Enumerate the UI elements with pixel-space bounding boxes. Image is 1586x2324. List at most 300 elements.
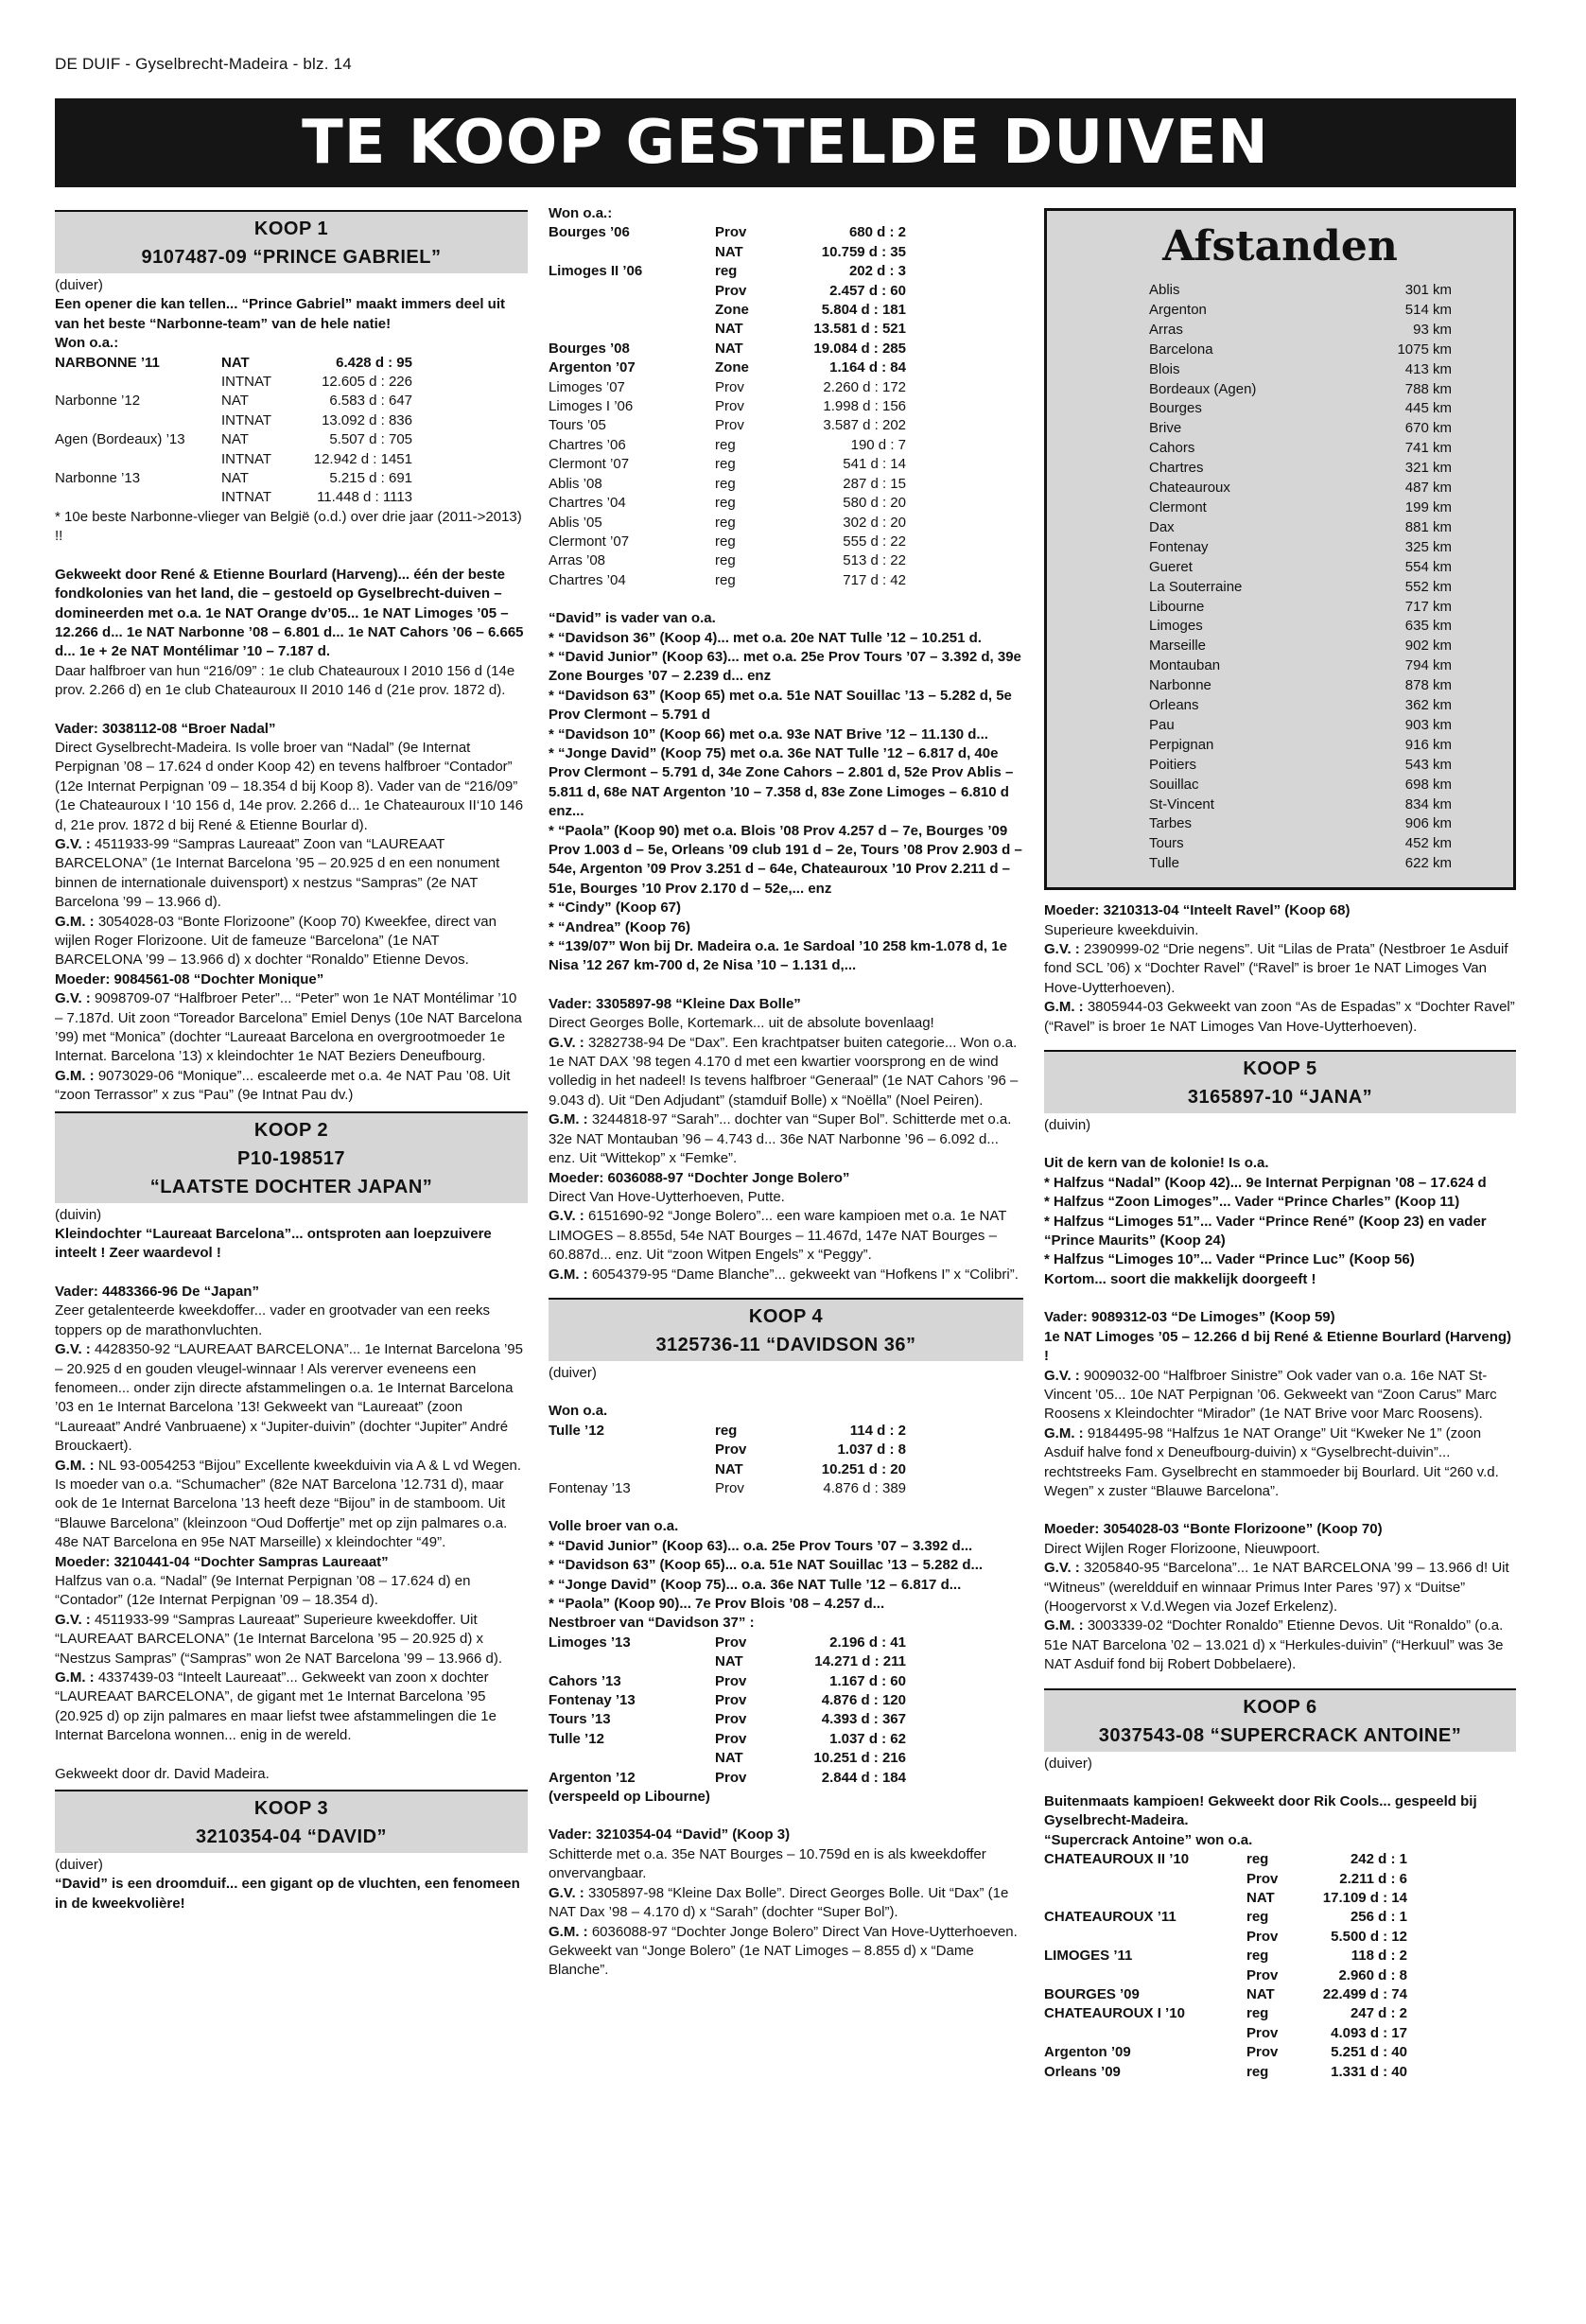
table-cell: Prov	[715, 282, 747, 299]
gm-text: 3054028-03 “Bonte Florizoone” (Koop 70) Kweekfee, direct van wijlen Roger Florizoone. Uit de fameuze “Barcelona” (1e NAT BARCELONA ’99 – 13.966 d) x dochter “Ronaldo” Etienne Devos.	[55, 913, 497, 969]
breeder-note: Daar halfbroer van hun “216/09” : 1e club Chateauroux I 2010 156 d (14e prov. 2.266 d) en 1e club Chateauroux II 2010 146 d (21e prov. 1872 d).	[55, 662, 515, 699]
intro-text: Een opener die kan tellen... “Prince Gabriel” maakt immers deel uit van het beste “Narbonne-team” van de hele natie!	[55, 296, 506, 332]
koop-number: KOOP 6	[1243, 1696, 1317, 1718]
father-label: Vader: 9089312-03 “De Limoges” (Koop 59) 1e NAT Limoges ’05 – 12.266 d bij René & Etienne Bourlard (Harveng) !	[1044, 1309, 1512, 1365]
table-cell: reg	[715, 456, 736, 473]
table-cell: Chateauroux	[1149, 480, 1230, 497]
table-cell: 2.211 d : 6	[1339, 1870, 1407, 1887]
table-cell: Zone	[715, 302, 749, 319]
table-cell: Prov	[715, 417, 744, 434]
koop-number: KOOP 3	[253, 1798, 329, 1820]
table-cell: 14.271 d : 211	[814, 1653, 906, 1670]
koop-number: KOOP 5	[1243, 1058, 1317, 1080]
table-cell: 6.428 d : 95	[336, 354, 412, 371]
koop-name: 3210354-04 “DAVID”	[195, 1826, 388, 1848]
table-cell: reg	[715, 475, 736, 492]
table-cell: INTNAT	[221, 374, 272, 391]
table-cell: Tours	[1149, 835, 1184, 852]
koop-name: 3125736-11 “DAVIDSON 36”	[655, 1334, 916, 1355]
table-cell: 554 km	[1404, 558, 1452, 575]
table-cell: Tours ’05	[549, 417, 606, 434]
table-cell: 2.196 d : 41	[829, 1634, 906, 1651]
table-cell: NARBONNE ’11	[55, 354, 160, 371]
table-cell: NAT	[1246, 1986, 1275, 2003]
table-cell	[55, 488, 221, 507]
table-cell: 902 km	[1404, 638, 1452, 655]
table-cell: Barcelona	[1149, 341, 1213, 358]
nest-results-table	[549, 1634, 1023, 1788]
table-cell: Ablis ’08	[549, 475, 602, 492]
table-cell: Bordeaux (Agen)	[1149, 380, 1257, 397]
table-cell: Narbonne ’13	[55, 470, 141, 487]
koop-number: KOOP 1	[253, 218, 329, 239]
table-cell: 2.260 d : 172	[823, 378, 906, 395]
table-cell: 10.759 d : 35	[821, 243, 906, 260]
table-cell: 287 d : 15	[843, 475, 906, 492]
mother-label: Moeder: 3210441-04 “Dochter Sampras Laureaat”	[55, 1553, 389, 1570]
gv-label: G.V. :	[55, 1341, 91, 1358]
table-cell: 6.583 d : 647	[329, 393, 412, 410]
table-cell	[549, 301, 715, 320]
table-cell: Limoges	[1149, 618, 1203, 635]
table-cell: 5.251 d : 40	[1331, 2044, 1407, 2061]
father-label: Vader: 4483366-96 De “Japan”	[55, 1283, 259, 1300]
table-cell: 2.844 d : 184	[821, 1769, 906, 1786]
table-cell: NAT	[715, 1653, 743, 1670]
mother-label: Moeder: 6036088-97 “Dochter Jonge Bolero”	[549, 1169, 850, 1186]
table-cell: 717 km	[1404, 598, 1452, 615]
table-cell: BOURGES ’09	[1044, 1986, 1140, 2003]
gm-text: 3805944-03 Gekweekt van zoon “As de Espadas” x “Dochter Ravel” (“Ravel” is broer 1e NAT Limoges Van Hove-Uytterhoeven).	[1044, 999, 1515, 1035]
gm-label: G.M. :	[1044, 999, 1084, 1016]
table-cell	[1044, 1889, 1246, 1908]
gm-text: NL 93-0054253 “Bijou” Excellente kweekduivin via A & L vd Wegen. Is moeder van o.a. “Schumacher” (82e NAT Barcelona ’12.731 d), maar ook de 1e Internat Barcelona ’13 heeft deze “Bijou” in de stamboom. Uit “Blauwe Barcelona” (kleinzoon “Oud Doffertje” met op zijn palmares o.a. 48e NAT Barcelona en 95e NAT Marseille) x kleindochter “49”.	[55, 1457, 522, 1551]
table-cell: reg	[1246, 1851, 1269, 1868]
table-cell: 5.215 d : 691	[329, 470, 412, 487]
koop-2-header	[55, 1111, 528, 1203]
table-cell: Prov	[1246, 2044, 1279, 2061]
sex-label: (duiver)	[549, 1364, 597, 1381]
gm-paragraph	[549, 1266, 1023, 1284]
table-cell: Poitiers	[1149, 756, 1197, 773]
column-3	[1044, 204, 1516, 2082]
table-cell: 321 km	[1404, 460, 1452, 477]
gv-text: 3282738-94 De “Dax”. Een krachtpatser buiten categorie... Won o.a. 1e NAT DAX ’98 tegen 4.170 d met een kwartier voorsprong en de wind volledig in het nadeel! Is tevens halfbroer “Generaal” (1e NAT Cahors ’96 – 9.043 d). Uit “Den Adjudant” (stamduif Bolle) x “Noëlla” (Noel Peiren).	[549, 1034, 1019, 1109]
table-cell: Dax	[1149, 518, 1175, 535]
table-cell: 93 km	[1413, 321, 1452, 338]
table-cell: 4.093 d : 17	[1331, 2024, 1407, 2041]
mother-label: Moeder: 3054028-03 “Bonte Florizoone” (Koop 70)	[1044, 1521, 1383, 1538]
table-cell: Orleans	[1149, 697, 1199, 714]
note-text: * 10e beste Narbonne-vlieger van België (o.d.) over drie jaar (2011->2013) !!	[55, 508, 522, 545]
gm-label: G.M. :	[55, 913, 95, 930]
table-cell: 12.605 d : 226	[322, 374, 412, 391]
father-label: Vader: 3038112-08 “Broer Nadal”	[55, 720, 276, 737]
table-cell: 4.393 d : 367	[821, 1711, 906, 1728]
table-cell: Prov	[715, 1634, 747, 1651]
table-cell: Prov	[1246, 1870, 1279, 1887]
table-cell: 741 km	[1404, 440, 1452, 457]
mother-label: Moeder: 3210313-04 “Inteelt Ravel” (Koop 68)	[1044, 902, 1351, 919]
page-title: TE KOOP GESTELDE DUIVEN	[302, 108, 1269, 178]
table-cell: CHATEAUROUX I ’10	[1044, 2005, 1185, 2022]
koop-6-header	[1044, 1688, 1516, 1752]
table-cell: 413 km	[1404, 360, 1452, 377]
father-text: Schitterde met o.a. 35e NAT Bourges – 10.759d en is als kweekdoffer onvervangbaar.	[549, 1845, 986, 1882]
gm-paragraph	[55, 1067, 528, 1106]
gm-paragraph	[1044, 1616, 1516, 1674]
gm-text: 6054379-95 “Dame Blanche”... gekweekt van “Hofkens I” x “Colibri”.	[591, 1266, 1019, 1283]
table-cell: 680 d : 2	[848, 224, 906, 241]
table-cell: Arras	[1149, 321, 1183, 338]
table-cell	[1044, 1870, 1246, 1889]
gv-paragraph	[1044, 940, 1516, 998]
table-cell: St-Vincent	[1149, 795, 1214, 813]
table-cell: Libourne	[1149, 598, 1205, 615]
table-cell: 10.251 d : 216	[813, 1750, 906, 1767]
gv-paragraph	[549, 1034, 1023, 1111]
siblings-label: Volle broer van o.a.	[549, 1518, 679, 1535]
table-cell: INTNAT	[221, 450, 272, 467]
table-cell	[549, 1652, 715, 1671]
table-cell: Tulle ’12	[549, 1730, 604, 1747]
table-cell: Prov	[715, 1442, 747, 1459]
father-label: Vader: 3305897-98 “Kleine Dax Bolle”	[549, 995, 801, 1012]
table-cell: Prov	[715, 398, 744, 415]
table-cell: 1.331 d : 40	[1331, 2063, 1407, 2080]
results-table	[549, 223, 1023, 590]
gm-label: G.M. :	[55, 1669, 95, 1686]
koop-3-header	[55, 1790, 528, 1853]
gm-text: 4337439-03 “Inteelt Laureaat”... Gekweekt van zoon x dochter “LAUREAAT BARCELONA”, de gigant met 1e Internat Barcelona ’95 (20.925 d) op zijn palmares en maar liefst twee afstammelingen die 1e Internat Barcelona wonnen... enig in de wereld.	[55, 1669, 497, 1744]
gm-label: G.M. :	[55, 1457, 95, 1474]
intro-text: Uit de kern van de kolonie! Is o.a. * Halfzus “Nadal” (Koop 42)... 9e Internat Perpignan ’08 – 17.624 d * Halfzus “Zoon Limoges”... Vader “Prince Charles” (Koop 11) * Halfzus “Limoges 51”... Vader “Prince René” (Koop 23) en vader “Prince Maurits” (Koop 24) * Halfzus “Limoges 10”... Vader “Prince Luc” (Koop 56) Kortom... soort die makkelijk doorgeeft !	[1044, 1155, 1487, 1287]
table-cell: Prov	[715, 1769, 747, 1786]
won-label: Won o.a.:	[55, 335, 119, 352]
gm-label: G.M. :	[549, 1111, 588, 1128]
table-cell: 916 km	[1404, 736, 1452, 753]
table-cell: CHATEAUROUX II ’10	[1044, 1851, 1190, 1868]
table-cell: NAT	[221, 393, 249, 410]
table-cell: 622 km	[1404, 855, 1452, 872]
results-table	[1044, 1850, 1516, 2082]
table-cell	[549, 320, 715, 339]
table-cell: Fontenay	[1149, 538, 1209, 555]
table-cell: Prov	[715, 224, 747, 241]
sex-label: (duiver)	[1044, 1755, 1092, 1772]
table-cell: Prov	[715, 1692, 747, 1709]
table-cell: NAT	[715, 1750, 743, 1767]
gv-label: G.V. :	[1044, 941, 1080, 957]
table-cell: 3.587 d : 202	[823, 417, 906, 434]
table-cell: 487 km	[1404, 480, 1452, 497]
distances-table	[1149, 281, 1502, 874]
table-cell: Prov	[715, 378, 744, 395]
table-cell: Prov	[1246, 2024, 1279, 2041]
table-cell: Clermont	[1149, 498, 1207, 515]
table-cell: Chartres ’06	[549, 436, 626, 453]
table-cell: Blois	[1149, 360, 1180, 377]
table-cell: 552 km	[1404, 578, 1452, 595]
table-cell: 445 km	[1404, 400, 1452, 417]
table-cell: 513 d : 22	[843, 552, 906, 569]
table-cell	[549, 1460, 715, 1479]
gv-paragraph	[549, 1884, 1023, 1923]
lost-note: (verspeeld op Libourne)	[549, 1789, 710, 1806]
table-cell: 2.960 d : 8	[1338, 1966, 1407, 1983]
table-cell: Prov	[715, 1711, 747, 1728]
gm-text: 9184495-98 “Halfzus 1e NAT Orange” Uit “Kweker Ne 1” (zoon Asduif halve fond x Deneufbourg-duivin) x “Gyselbrecht-duivin”... rechtstreeks Fam. Gyselbrecht en stammoeder bij Bourlard. Uit “260 v.d. Wegen” x zuster “Blauwe Barcelona”.	[1044, 1424, 1499, 1499]
table-cell: 19.084 d : 285	[813, 340, 906, 357]
koop-number: KOOP 4	[748, 1305, 824, 1327]
gm-paragraph	[1044, 1424, 1516, 1502]
gm-paragraph	[55, 913, 528, 970]
table-cell: 881 km	[1404, 518, 1452, 535]
intro-text: Kleindochter “Laureaat Barcelona”... ontsproten aan loepzuivere inteelt ! Zeer waardevol !	[55, 1226, 492, 1262]
koop-number: KOOP 2	[253, 1119, 329, 1141]
table-cell	[549, 282, 715, 301]
table-cell: reg	[1246, 2005, 1269, 2022]
table-cell: NAT	[1246, 1890, 1275, 1907]
gm-label: G.M. :	[55, 1067, 95, 1084]
table-cell: 4.876 d : 389	[823, 1479, 906, 1496]
gm-label: G.M. :	[1044, 1424, 1084, 1442]
mother-text: Direct Wijlen Roger Florizoone, Nieuwpoort.	[1044, 1540, 1320, 1557]
breeder-text: Gekweekt door dr. David Madeira.	[55, 1765, 270, 1782]
breeder-text: Gekweekt door René & Etienne Bourlard (Harveng)... één der beste fondkolonies van het land, die – gestoeld op Gyselbrecht-duiven – domineerden met o.a. 1e NAT Orange dv’05... 1e NAT Limoges ’05 – 12.266 d... 1e NAT Narbonne ’08 – 6.801 d... 1e NAT Cahors ’06 – 6.665 d... 1e + 2e NAT Montélimar ’10 – 7.187 d.	[55, 566, 524, 660]
father-label: Vader: 3210354-04 “David” (Koop 3)	[549, 1826, 791, 1843]
table-cell	[1044, 2024, 1246, 2043]
mother-text: Direct Van Hove-Uytterhoeven, Putte.	[549, 1188, 785, 1205]
won-label: Won o.a.:	[549, 205, 613, 221]
gm-text: 9073029-06 “Monique”... escaleerde met o.a. 4e NAT Pau ’08. Uit “zoon Terrassor” x zus “Pau” (9e Intnat Pau dv.)	[55, 1067, 511, 1104]
gv-text: 4428350-92 “LAUREAAT BARCELONA”... 1e Internat Barcelona ’95 – 20.925 d en gouden vleugel-winnaar ! Als vererver eveneens een fenomeen... onder zijn directe afstammelingen o.a. 1e Internat Barcelona ’03 en 1e Internat Barcelona ’13! Gekweekt van “Laureaat” (zoon “Laureaat” André Vanbruaene) x “Jupiter-duivin” (dochter “Jupiter” André Brouckaert).	[55, 1341, 523, 1455]
table-cell: NAT	[715, 1460, 743, 1477]
table-cell: reg	[715, 571, 736, 588]
koop-name: “LAATSTE DOCHTER JAPAN”	[149, 1176, 433, 1197]
table-cell: 118 d : 2	[1351, 1948, 1407, 1965]
table-cell: Prov	[715, 1730, 747, 1747]
table-cell: reg	[715, 495, 736, 512]
table-cell: 580 d : 20	[843, 495, 906, 512]
gm-text: 6036088-97 “Dochter Jonge Bolero” Direct Van Hove-Uytterhoeven. Gekweekt van “Jonge Bolero” (1e NAT Limoges – 8.855 d) x “Dame Blanche”.	[549, 1923, 1018, 1979]
table-cell: reg	[715, 552, 736, 569]
table-cell: reg	[715, 1422, 738, 1439]
table-cell: Arras ’08	[549, 552, 606, 569]
gv-paragraph	[1044, 1559, 1516, 1616]
gm-paragraph	[55, 1457, 528, 1553]
gv-label: G.V. :	[549, 1884, 584, 1901]
table-cell: 1.037 d : 8	[837, 1442, 906, 1459]
table-cell: Perpignan	[1149, 736, 1214, 753]
table-cell: 1.037 d : 62	[829, 1730, 906, 1747]
table-cell: Prov	[1246, 1966, 1279, 1983]
gm-label: G.M. :	[549, 1266, 588, 1283]
table-cell: 794 km	[1404, 657, 1452, 674]
running-head: DE DUIF - Gyselbrecht-Madeira - blz. 14	[55, 55, 352, 73]
table-cell: Cahors ’13	[549, 1672, 621, 1689]
gv-paragraph	[549, 1207, 1023, 1265]
table-cell: Pau	[1149, 716, 1175, 733]
table-cell: Argenton ’12	[549, 1769, 636, 1786]
table-cell: Prov	[1246, 1928, 1279, 1945]
table-cell: NAT	[221, 431, 249, 448]
koop-5-header	[1044, 1050, 1516, 1113]
table-cell: Argenton	[1149, 301, 1207, 318]
table-cell: Limoges ’13	[549, 1634, 631, 1651]
table-cell: 247 d : 2	[1350, 2005, 1407, 2022]
table-cell: Prov	[715, 1672, 747, 1689]
distances-title: Afstanden	[1162, 222, 1398, 271]
table-cell: 199 km	[1404, 498, 1452, 515]
table-cell: reg	[1246, 1909, 1269, 1926]
nest-label: Nestbroer van “Davidson 37” :	[549, 1615, 755, 1632]
table-cell: NAT	[715, 340, 743, 357]
table-cell: Argenton ’07	[549, 359, 636, 376]
table-cell: 10.251 d : 20	[821, 1460, 906, 1477]
offspring-label: “David” is vader van o.a.	[549, 610, 716, 627]
table-cell: reg	[1246, 1948, 1269, 1965]
table-cell: reg	[715, 263, 738, 280]
table-cell: 12.942 d : 1451	[313, 450, 412, 467]
table-cell: Agen (Bordeaux) ’13	[55, 431, 185, 448]
table-cell: 301 km	[1404, 282, 1452, 298]
table-cell: 362 km	[1404, 697, 1452, 714]
table-cell: Montauban	[1149, 657, 1221, 674]
mother-text: Halfzus van o.a. “Nadal” (9e Internat Perpignan ’08 – 17.624 d) en “Contador” (12e Internat Perpignan ’09 – 18.354 d).	[55, 1572, 471, 1609]
table-cell: 452 km	[1404, 835, 1452, 852]
father-text: Direct Gyselbrecht-Madeira. Is volle broer van “Nadal” (9e Internat Perpignan ’08 – 17.624 d onder Koop 42) en tevens halfbroer “Contador” (12e Internat Perpignan ’09 – 18.354 d bij Koop 8). Vader van de “216/09” (1e Chateauroux I ‘10 156 d, 14e prov. 2.266 d... 1e Chateauroux II‘10 146 d, 21e prov. 1872 d bij René & Etienne Bourlar d).	[55, 739, 524, 833]
gm-text: 3003339-02 “Dochter Ronaldo” Etienne Devos. Uit “Ronaldo” (o.a. 51e NAT Barcelona ’02 – 13.021 d) x “Herkules-duivin” (“Herkuul” was 3e NAT Asduif fond bij Robert Dobbelaere).	[1044, 1617, 1504, 1673]
table-cell: Limoges I ’06	[549, 398, 634, 415]
table-cell: Gueret	[1149, 558, 1193, 575]
table-cell: La Souterraine	[1149, 578, 1243, 595]
table-cell: 1.164 d : 84	[829, 359, 906, 376]
table-cell: 834 km	[1404, 795, 1452, 813]
table-cell	[55, 411, 221, 430]
offspring-list: * “Davidson 36” (Koop 4)... met o.a. 20e NAT Tulle ’12 – 10.251 d. * “David Junior” (Koop 63)... met o.a. 25e Prov Tours ’07 – 3.392 d, 39e Zone Bourges ’07 – 2.239 d... enz * “Davidson 63” (Koop 65) met o.a. 51e NAT Souillac ’13 – 5.282 d, 5e Prov Clermont – 5.791 d * “Davidson 10” (Koop 66) met o.a. 93e NAT Brive ’12 – 11.130 d... * “Jonge David” (Koop 75) met o.a. 36e NAT Tulle ’12 – 6.817 d, 40e Prov Clermont – 5.791 d, 34e Zone Cahors – 2.801 d, 52e Prov Ablis – 5.811 d, 68e NAT Argenton ’10 – 7.358 d, 83e Zone Limoges – 6.810 d enz... * “Paola” (Koop 90) met o.a. Blois ’08 Prov 4.257 d – 7e, Bourges ’09 Prov 1.003 d – 5e, Orleans ’09 club 191 d – 2e, Tours ’08 Prov 2.903 d – 54e, Argenton ’09 Prov 3.251 d – 64e, Chateauroux ’10 Prov 2.211 d – 51e, Bourges ’10 Prov 2.170 d – 52e,... enz * “Cindy” (Koop 67) * “Andrea” (Koop 76) * “139/07” Won bij Dr. Madeira o.a. 1e Sardoal ’10 258 km-1.078 d, 1e Nisa ’12 267 km-700 d, 2e Nisa ’10 – 1.131 d,...	[549, 629, 1022, 974]
sex-label: (duivin)	[55, 1206, 102, 1223]
title-banner	[55, 98, 1516, 187]
gv-text: 2390999-02 “Drie negens”. Uit “Lilas de Prata” (Nestbroer 1e Asduif fond SCL ’06) x “Dochter Ravel” (“Ravel” is broer 1e NAT Limoges Van Hove-Uytterhoeven).	[1044, 941, 1508, 996]
table-cell	[549, 1441, 715, 1459]
table-cell: Ablis	[1149, 282, 1180, 298]
table-cell: 256 d : 1	[1350, 1909, 1407, 1926]
father-text: Direct Georges Bolle, Kortemark... uit de absolute bovenlaag!	[549, 1015, 934, 1032]
table-cell	[1044, 1928, 1246, 1947]
table-cell: 555 d : 22	[843, 533, 906, 550]
column-1	[55, 204, 528, 1913]
table-cell: Tulle ’12	[549, 1422, 604, 1439]
gm-paragraph	[1044, 998, 1516, 1037]
column-2	[549, 204, 1023, 1981]
table-cell: 903 km	[1404, 716, 1452, 733]
mother-label: Moeder: 9084561-08 “Dochter Monique”	[55, 970, 324, 987]
koop-name: 3165897-10 “JANA”	[1187, 1087, 1373, 1109]
gv-text: 9009032-00 “Halfbroer Sinistre” Ook vader van o.a. 16e NAT St-Vincent ’05... 10e NAT Perpignan ’06. Gekweekt van “Zoon Carus” Marc Roosens x Kleindochter “Mirador” (1e NAT Brive voor Marc Roosens).	[1044, 1367, 1497, 1423]
table-cell: Clermont ’07	[549, 533, 630, 550]
table-cell: NAT	[221, 354, 250, 371]
table-cell: Ablis ’05	[549, 514, 602, 531]
gv-label: G.V. :	[549, 1034, 584, 1051]
table-cell: 698 km	[1404, 776, 1452, 793]
gv-text: 3205840-95 “Barcelona”... 1e NAT BARCELONA ’99 – 13.966 d! Uit “Witneus” (wereldduif en winnaar Primus Inter Pares ’97) x “Duitse” (Hoogervorst x V.d.Wegen via Jozef Erkelenz).	[1044, 1560, 1509, 1615]
table-cell: Clermont ’07	[549, 456, 630, 473]
intro-text: “David” is een droomduif... een gigant op de vluchten, een fenomeen in de kweekvolière!	[55, 1876, 520, 1912]
table-cell: Tulle	[1149, 855, 1179, 872]
gv-text: 4511933-99 “Sampras Laureaat” Zoon van “LAUREAAT BARCELONA” (1e Internat Barcelona ’95 – 20.925 d en een nonument binnen de internationale duivensport) x nestzus “Sampras” (2e NAT Barcelona ’99 – 13.966 d).	[55, 835, 500, 911]
gv-text: 4511933-99 “Sampras Laureaat” Superieure kweekdoffer. Uit “LAUREAAT BARCELONA” (1e Internat Barcelona ’95 – 20.925 d) x “Nestzus Sampras” (“Sampras” won 2e NAT Barcelona ’99 – 13.966 d).	[55, 1611, 502, 1667]
table-cell	[549, 243, 715, 262]
gv-paragraph	[55, 1611, 528, 1669]
gv-paragraph	[55, 835, 528, 913]
table-cell: Bourges ’08	[549, 340, 630, 357]
table-cell	[1044, 1966, 1246, 1985]
table-cell: Marseille	[1149, 638, 1207, 655]
table-cell: 5.507 d : 705	[329, 431, 412, 448]
table-cell: Bourges ’06	[549, 224, 630, 241]
table-cell: 325 km	[1404, 538, 1452, 555]
gm-paragraph	[55, 1669, 528, 1746]
gv-label: G.V. :	[55, 835, 91, 852]
table-cell: 17.109 d : 14	[1322, 1890, 1407, 1907]
gm-label: G.M. :	[1044, 1617, 1084, 1634]
table-cell: reg	[715, 533, 736, 550]
table-cell: 242 d : 1	[1350, 1851, 1407, 1868]
table-cell: Chartres	[1149, 460, 1204, 477]
gm-label: G.M. :	[549, 1923, 588, 1940]
table-cell: 541 d : 14	[843, 456, 906, 473]
table-cell: INTNAT	[221, 411, 272, 428]
table-cell: 878 km	[1404, 677, 1452, 694]
gv-label: G.V. :	[55, 1611, 91, 1628]
siblings-list: * “David Junior” (Koop 63)... o.a. 25e Prov Tours ’07 – 3.392 d... * “Davidson 63” (Koop 65)... o.a. 51e NAT Souillac ’13 – 5.282 d... * “Jonge David” (Koop 75)... o.a. 36e NAT Tulle ’12 – 6.817 d... * “Paola” (Koop 90)... 7e Prov Blois ’08 – 4.257 d...	[549, 1537, 984, 1612]
table-cell: 13.581 d : 521	[813, 321, 906, 338]
gm-text: 3244818-97 “Sarah”... dochter van “Super Bol”. Schitterde met o.a. 32e NAT Montauban ’96 – 4.743 d... 36e NAT Narbonne ’96 – 6.092 d... enz. Uit “Wittekop” x “Femke”.	[549, 1111, 1012, 1167]
table-cell: 717 d : 42	[843, 571, 906, 588]
koop-1-header	[55, 210, 528, 273]
table-cell: 302 d : 20	[843, 514, 906, 531]
table-cell: Tarbes	[1149, 815, 1193, 832]
table-cell: NAT	[715, 243, 743, 260]
mother-text: Superieure kweekduivin.	[1044, 921, 1199, 938]
table-cell: Orleans ’09	[1044, 2063, 1121, 2080]
gv-paragraph	[55, 989, 528, 1067]
gv-text: 9098709-07 “Halfbroer Peter”... “Peter” won 1e NAT Montélimar ’10 – 7.187d. Uit zoon “Toreador Barcelona” Emiel Denys (10e NAT Barcelona ’99) met “Monica” (dochter “Laureaat Barcelona en overgrootmoeder 1e Internat. Barcelona ’13) x kleindochter 1e NAT Beziers Deneufbourg.	[55, 990, 522, 1065]
father-text: Zeer getalenteerde kweekdoffer... vader en grootvader van een reeks toppers op de marathonvluchten.	[55, 1302, 491, 1338]
table-cell: 1075 km	[1397, 341, 1452, 358]
table-cell: Limoges II ’06	[549, 263, 643, 280]
table-cell: Zone	[715, 359, 749, 376]
table-cell: 5.500 d : 12	[1331, 1928, 1407, 1945]
table-cell: 114 d : 2	[849, 1422, 906, 1439]
koop-4-header	[549, 1298, 1023, 1361]
table-cell: Souillac	[1149, 776, 1199, 793]
table-cell: Narbonne ’12	[55, 393, 141, 410]
sex-label: (duivin)	[1044, 1117, 1091, 1134]
koop-name: 9107487-09 “PRINCE GABRIEL”	[141, 247, 442, 268]
gv-label: G.V. :	[1044, 1367, 1080, 1384]
sex-label: (duiver)	[55, 277, 103, 293]
gv-text: 6151690-92 “Jonge Bolero”... een ware kampioen met o.a. 1e NAT LIMOGES – 8.855d, 54e NAT Bourges – 11.467d, 147e NAT Bourges – 60.887d... enz. Uit “zoon Witpen Engels” x “Peggy”.	[549, 1208, 1007, 1264]
table-cell: NAT	[221, 470, 249, 487]
table-cell	[549, 1749, 715, 1768]
table-cell: Limoges ’07	[549, 378, 625, 395]
table-cell: Tours ’13	[549, 1711, 611, 1728]
table-cell: 2.457 d : 60	[829, 282, 906, 299]
table-cell: 5.804 d : 181	[821, 302, 906, 319]
table-cell: LIMOGES ’11	[1044, 1948, 1133, 1965]
